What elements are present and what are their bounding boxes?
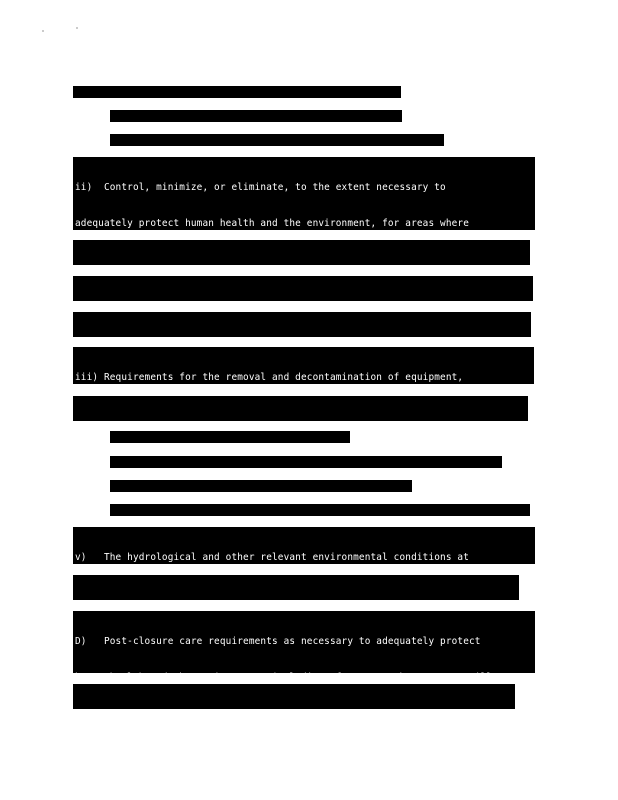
paragraph-B-ii	[73, 312, 531, 337]
paragraph-C-v	[73, 527, 535, 564]
text-line: v) The hydrological and other relevant environmental conditions at	[75, 552, 470, 564]
paragraph-B-iii	[73, 347, 534, 384]
paragraph-A-ii	[73, 157, 535, 230]
paragraph-C-iv	[110, 504, 530, 516]
paragraph-E	[73, 684, 515, 709]
text-line: ii) Control, minimize, or eliminate, to the extent necessary to	[75, 182, 446, 194]
text-line: D) Post-closure care requirements as necessary to adequately protect	[75, 636, 481, 648]
paragraph-C-vi	[73, 575, 519, 600]
paragraph-A	[110, 110, 402, 122]
paragraph-C-i	[110, 431, 350, 443]
text-line	[75, 672, 533, 673]
paragraph-C-ii	[110, 456, 502, 468]
scan-speck	[76, 27, 78, 29]
paragraph-C	[73, 396, 528, 421]
paragraph-A-i	[110, 134, 444, 146]
paragraph-D	[73, 611, 535, 673]
scan-speck	[42, 30, 44, 32]
paragraph-B	[73, 240, 530, 265]
text-line: adequately protect human health and the environment, for areas where	[75, 218, 470, 230]
section-heading-closure	[73, 86, 401, 98]
text-line: iii) Requirements for the removal and decontamination of equipment,	[75, 372, 464, 384]
paragraph-B-i	[73, 276, 533, 301]
paragraph-C-iii	[110, 480, 412, 492]
